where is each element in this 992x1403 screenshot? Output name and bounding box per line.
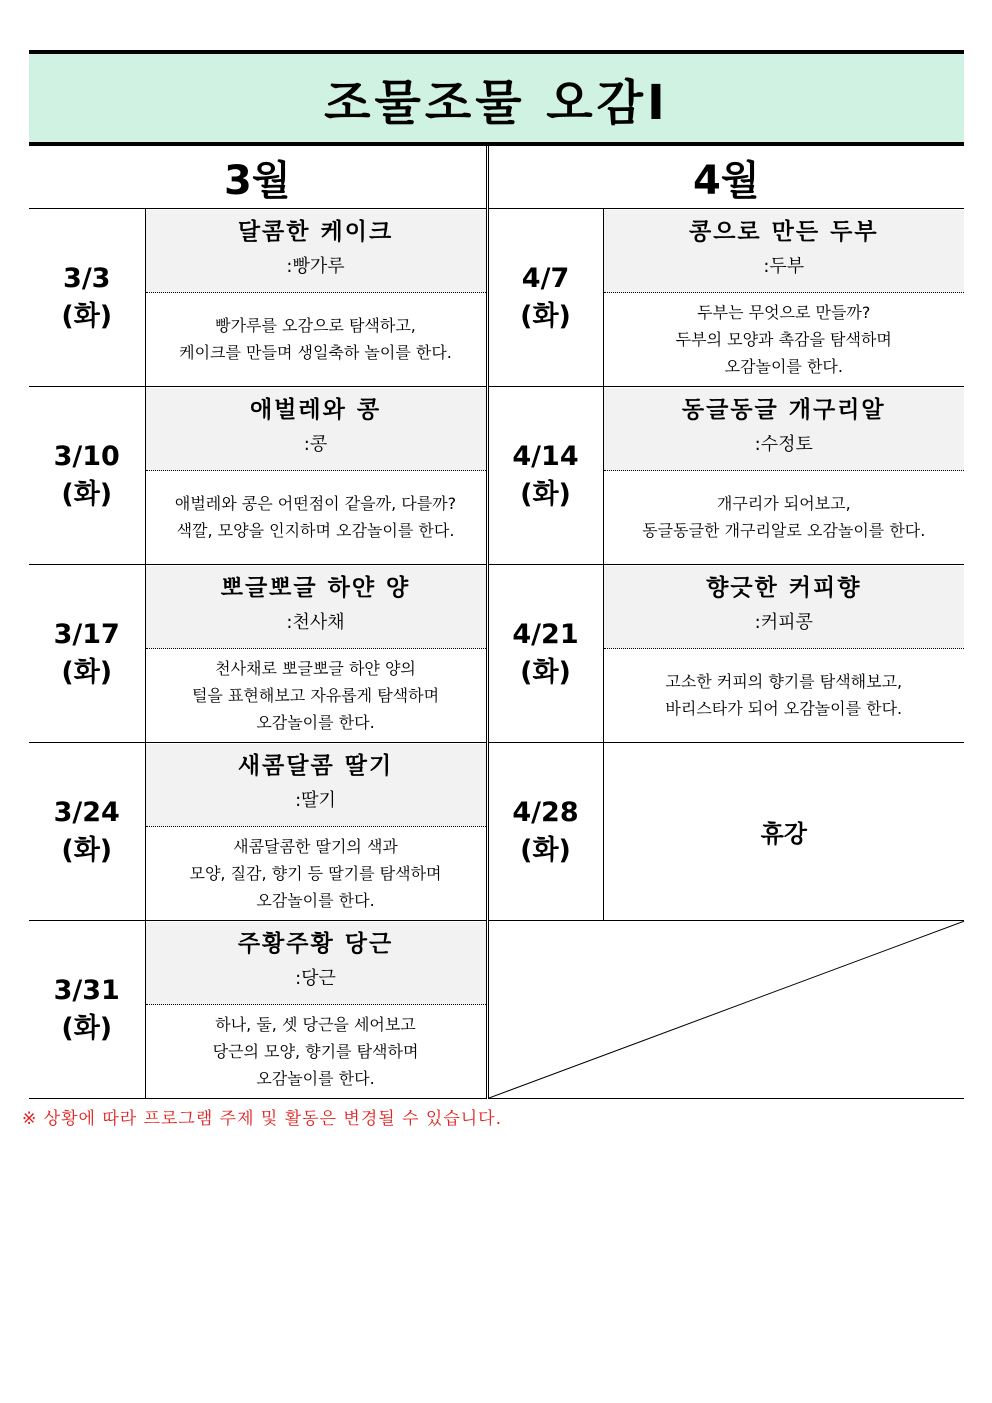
description-line: 개구리가 되어보고, xyxy=(716,494,851,513)
activity-description xyxy=(146,649,486,742)
weekday-label: (화) xyxy=(520,834,571,866)
notice-text: ※ 상황에 따라 프로그램 주제 및 활동은 변경될 수 있습니다. xyxy=(22,1109,502,1129)
weekday-label: (화) xyxy=(61,656,113,688)
weekday-label: (화) xyxy=(520,478,571,510)
activity-description xyxy=(146,827,486,920)
description-line: 오감놀이를 한다. xyxy=(256,712,375,732)
weekday-label: (화) xyxy=(61,478,113,510)
activity-cell xyxy=(603,565,964,743)
date-label: 3/3 xyxy=(63,262,111,294)
date-label: 4/14 xyxy=(512,440,579,472)
table-row xyxy=(29,743,964,921)
activity-cell xyxy=(603,209,964,387)
date-cell xyxy=(487,743,603,921)
activity-description xyxy=(146,293,486,386)
weekday-label: (화) xyxy=(520,300,571,332)
date-cell xyxy=(29,209,145,387)
activity-cell xyxy=(145,565,487,743)
date-cell xyxy=(29,387,145,565)
activity-header xyxy=(146,210,486,293)
activity-material: :콩 xyxy=(303,433,328,455)
description-line: 하나, 둘, 셋 당근을 세어보고 xyxy=(215,1014,416,1034)
date-cell xyxy=(487,209,603,387)
activity-title: 동글동글 개구리알 xyxy=(681,396,886,423)
table-row xyxy=(29,209,964,387)
description-line: 오감놀이를 한다. xyxy=(256,1068,375,1088)
activity-cell xyxy=(145,921,487,1099)
activity-material: :당근 xyxy=(295,967,336,989)
activity-header xyxy=(604,566,965,649)
date-label: 3/10 xyxy=(53,440,120,472)
description-line: 빵가루를 오감으로 탐색하고, xyxy=(215,316,416,335)
activity-description xyxy=(146,1005,486,1098)
activity-material: :딸기 xyxy=(295,789,336,811)
description-line: 오감놀이를 한다. xyxy=(724,356,843,376)
activity-title: 뽀글뽀글 하얀 양 xyxy=(220,574,411,601)
description-line: 바리스타가 되어 오감놀이를 한다. xyxy=(665,699,903,718)
holiday-cell: 휴강 xyxy=(603,743,964,921)
weekday-label: (화) xyxy=(61,834,113,866)
date-cell xyxy=(29,565,145,743)
schedule-table xyxy=(29,146,964,1099)
description-line: 색깔, 모양을 인지하며 오감놀이를 한다. xyxy=(176,521,455,540)
activity-cell xyxy=(145,387,487,565)
date-label: 4/7 xyxy=(521,262,570,294)
activity-description xyxy=(604,649,965,742)
activity-material: :수정토 xyxy=(754,433,813,455)
date-cell xyxy=(29,921,145,1099)
month-header-april: 4월 xyxy=(487,146,964,209)
description-line: 오감놀이를 한다. xyxy=(256,890,375,910)
description-line: 애벌레와 콩은 어떤점이 같을까, 다를까? xyxy=(174,494,457,513)
date-label: 4/21 xyxy=(512,618,579,650)
date-label: 3/31 xyxy=(53,974,120,1006)
activity-header xyxy=(146,566,486,649)
date-cell xyxy=(487,387,603,565)
activity-title: 애벌레와 콩 xyxy=(249,396,382,423)
description-line: 두부는 무엇으로 만들까? xyxy=(697,302,871,322)
page-title: 조물조물 오감Ⅰ xyxy=(324,74,669,131)
date-cell xyxy=(487,565,603,743)
date-label: 3/17 xyxy=(53,618,120,650)
title-bar xyxy=(29,50,964,146)
activity-header xyxy=(604,210,965,293)
activity-cell xyxy=(145,209,487,387)
activity-material: :커피콩 xyxy=(754,611,813,633)
activity-title: 주황주황 당근 xyxy=(237,930,394,957)
activity-header xyxy=(146,388,486,471)
weekday-label: (화) xyxy=(61,1012,113,1044)
table-row xyxy=(29,387,964,565)
activity-header xyxy=(146,744,486,827)
activity-title: 향긋한 커피향 xyxy=(706,574,862,601)
activity-material: :두부 xyxy=(763,255,805,277)
date-label: 4/28 xyxy=(512,796,579,828)
description-line: 털을 표현해보고 자유롭게 탐색하며 xyxy=(191,685,440,705)
activity-title: 콩으로 만든 두부 xyxy=(689,218,879,245)
activity-description xyxy=(146,471,486,564)
description-line: 고소한 커피의 향기를 탐색해보고, xyxy=(665,672,903,691)
description-line: 케이크를 만들며 생일축하 놀이를 한다. xyxy=(179,343,452,362)
table-row xyxy=(29,921,964,1099)
activity-title: 달콤한 케이크 xyxy=(237,218,394,245)
table-row xyxy=(29,565,964,743)
description-line: 모양, 질감, 향기 등 딸기를 탐색하며 xyxy=(189,863,442,883)
activity-description xyxy=(604,471,965,564)
description-line: 천사채로 뽀글뽀글 하얀 양의 xyxy=(215,658,416,678)
date-label: 3/24 xyxy=(53,796,120,828)
activity-header xyxy=(146,922,486,1005)
activity-cell xyxy=(145,743,487,921)
activity-description xyxy=(604,293,965,386)
description-line: 동글동글한 개구리알로 오감놀이를 한다. xyxy=(642,521,926,540)
description-line: 당근의 모양, 향기를 탐색하며 xyxy=(212,1041,419,1061)
activity-title: 새콤달콤 딸기 xyxy=(237,752,394,779)
weekday-label: (화) xyxy=(61,300,113,332)
weekday-label: (화) xyxy=(520,656,571,688)
activity-cell xyxy=(603,387,964,565)
month-header-march: 3월 xyxy=(29,146,487,209)
description-line: 새콤달콤한 딸기의 색과 xyxy=(233,836,398,856)
date-cell xyxy=(29,743,145,921)
activity-header xyxy=(604,388,965,471)
activity-material: :천사채 xyxy=(286,611,345,633)
diagonal-line xyxy=(489,921,965,1098)
activity-material: :빵가루 xyxy=(286,255,345,277)
empty-diagonal-cell xyxy=(487,921,964,1099)
description-line: 두부의 모양과 촉감을 탐색하며 xyxy=(675,329,892,349)
